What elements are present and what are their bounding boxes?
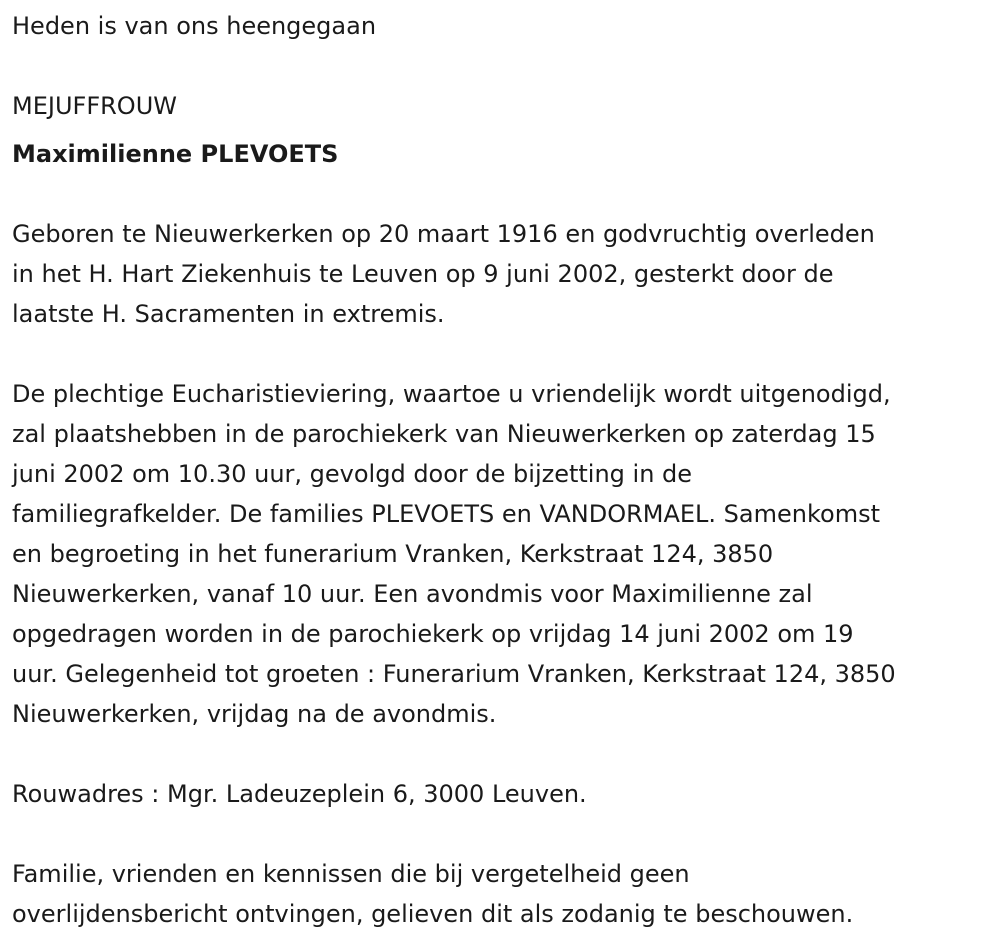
closing-paragraph [12, 854, 853, 934]
ceremony-line: zal plaatshebben in de parochiekerk van Nieuwerkerken op zaterdag 15 [12, 420, 876, 448]
ceremony-line: familiegrafkelder. De families PLEVOETS en VANDORMAEL. Samenkomst [12, 500, 880, 528]
birth-death-paragraph [12, 214, 875, 334]
deceased-name: Maximilienne PLEVOETS [12, 140, 339, 168]
ceremony-line: De plechtige Eucharistieviering, waartoe u vriendelijk wordt uitgenodigd, [12, 380, 891, 408]
birth-death-line: Geboren te Nieuwerkerken op 20 maart 1916 en godvruchtig overleden [12, 220, 875, 248]
ceremony-line: en begroeting in het funerarium Vranken, Kerkstraat 124, 3850 [12, 540, 774, 568]
ceremony-line: juni 2002 om 10.30 uur, gevolgd door de bijzetting in de [12, 460, 693, 488]
honorific-title: MEJUFFROUW [12, 92, 177, 120]
ceremony-line: uur. Gelegenheid tot groeten : Funerarium Vranken, Kerkstraat 124, 3850 [12, 660, 896, 688]
closing-line: overlijdensbericht ontvingen, gelieven dit als zodanig te beschouwen. [12, 900, 854, 928]
closing-line: Familie, vrienden en kennissen die bij vergetelheid geen [12, 860, 690, 888]
address-paragraph [12, 774, 587, 814]
ceremony-paragraph [12, 374, 896, 734]
intro-line: Heden is van ons heengegaan [12, 12, 377, 40]
birth-death-line: laatste H. Sacramenten in extremis. [12, 300, 445, 328]
mourning-address: Rouwadres : Mgr. Ladeuzeplein 6, 3000 Leuven. [12, 780, 587, 808]
ceremony-line: Nieuwerkerken, vanaf 10 uur. Een avondmis voor Maximilienne zal [12, 580, 813, 608]
ceremony-line: Nieuwerkerken, vrijdag na de avondmis. [12, 700, 497, 728]
birth-death-line: in het H. Hart Ziekenhuis te Leuven op 9 juni 2002, gesterkt door de [12, 260, 834, 288]
ceremony-line: opgedragen worden in de parochiekerk op vrijdag 14 juni 2002 om 19 [12, 620, 854, 648]
